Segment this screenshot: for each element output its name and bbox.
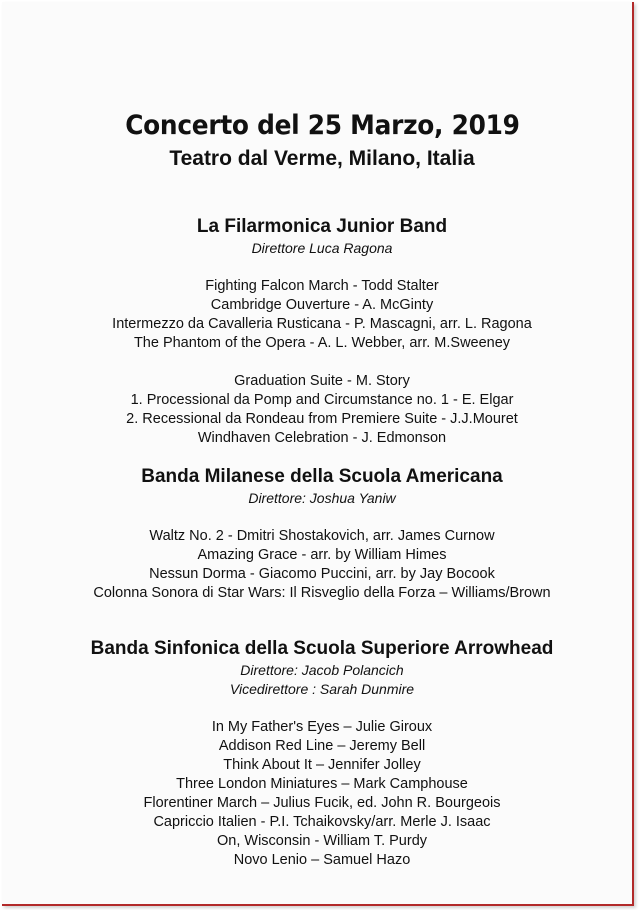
band-3-piece: In My Father's Eyes – Julie Giroux — [211, 719, 433, 735]
band-3-piece: Capriccio Italien - P.I. Tchaikovsky/arr. Merle J. Isaac — [153, 814, 491, 830]
band-3-piece: Florentiner March – Julius Fucik, ed. John R. Bourgeois — [143, 795, 501, 811]
band-2-director: Direttore: Joshua Yaniw — [248, 490, 396, 506]
band-1-piece: Intermezzo da Cavalleria Rusticana - P. Mascagni, arr. L. Ragona — [112, 316, 532, 332]
concert-title: Concerto del 25 Marzo, 2019 — [125, 110, 520, 141]
band-3-piece: Addison Red Line – Jeremy Bell — [218, 738, 426, 754]
band-3-vice-director: Vicedirettore : Sarah Dunmire — [229, 681, 415, 697]
band-1-piece: 2. Recessional da Rondeau from Premiere Suite - J.J.Mouret — [126, 411, 518, 427]
band-2-piece: Amazing Grace - arr. by William Himes — [197, 547, 447, 563]
band-1-name: La Filarmonica Junior Band — [196, 216, 448, 237]
band-2-piece: Colonna Sonora di Star Wars: Il Risveglio della Forza – Williams/Brown — [93, 585, 551, 601]
band-1-piece: Graduation Suite - M. Story — [234, 373, 410, 389]
band-1-piece: Cambridge Ouverture - A. McGinty — [210, 297, 434, 313]
band-1-piece: Fighting Falcon March - Todd Stalter — [205, 278, 439, 294]
band-3-piece: Three London Miniatures – Mark Camphouse — [176, 776, 468, 792]
band-2-piece: Nessun Dorma - Giacomo Puccini, arr. by Jay Bocook — [149, 566, 495, 582]
band-3-piece: Novo Lenio – Samuel Hazo — [233, 852, 411, 868]
band-1-piece: The Phantom of the Opera - A. L. Webber, arr. M.Sweeney — [133, 335, 511, 351]
band-1-director: Direttore Luca Ragona — [251, 240, 393, 256]
band-2-piece: Waltz No. 2 - Dmitri Shostakovich, arr. James Curnow — [149, 528, 495, 544]
program-sheet — [2, 2, 634, 906]
band-3-name: Banda Sinfonica della Scuola Superiore Arrowhead — [90, 638, 554, 659]
band-1-piece: 1. Processional da Pomp and Circumstance no. 1 - E. Elgar — [130, 392, 514, 408]
band-3-piece: On, Wisconsin - William T. Purdy — [216, 833, 428, 849]
band-3-director: Direttore: Jacob Polancich — [240, 662, 404, 678]
band-2-name: Banda Milanese della Scuola Americana — [141, 466, 503, 487]
band-3-piece: Think About It – Jennifer Jolley — [223, 757, 421, 773]
band-1-piece: Windhaven Celebration - J. Edmonson — [197, 430, 447, 446]
venue-subtitle: Teatro dal Verme, Milano, Italia — [169, 147, 475, 170]
